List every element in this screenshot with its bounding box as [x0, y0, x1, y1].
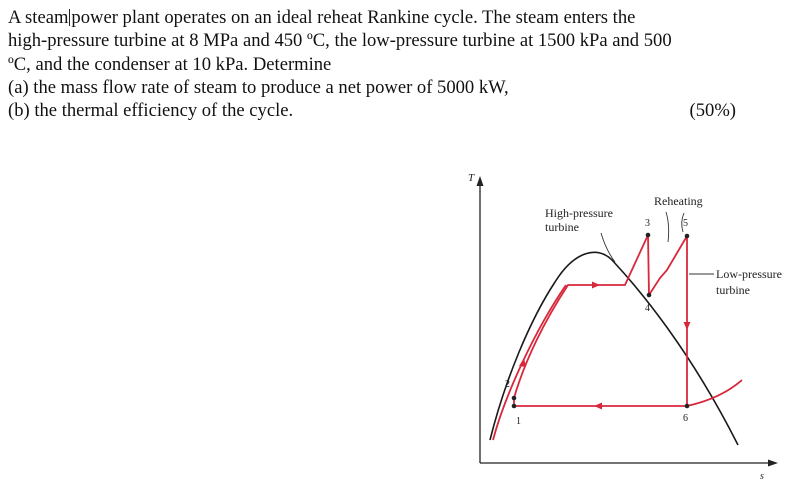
state-label-4: 4 — [645, 303, 650, 314]
problem-line-1a: A steam — [8, 7, 69, 28]
lp-turbine-label-1: Low-pressure — [716, 267, 782, 281]
state-point-4 — [647, 293, 652, 298]
points-value: (50%) — [689, 100, 736, 122]
lp-expansion-arrow-icon — [684, 322, 691, 330]
process-arrows — [519, 282, 691, 410]
axes — [480, 182, 772, 463]
problem-line-2: high-pressure turbine at 8 MPa and 450 ºC, the low-pressure turbine at 1500 kPa and 500 — [8, 30, 672, 52]
pump-arrow-icon — [519, 358, 526, 367]
boiler-arrow-icon — [592, 282, 600, 289]
reheat-process — [649, 236, 687, 295]
question-part-a: (a) the mass flow rate of steam to produce a net power of 5000 kW, — [8, 76, 509, 98]
state-label-6: 6 — [683, 413, 688, 424]
state-point-1 — [512, 404, 517, 409]
state-point-2 — [512, 396, 517, 401]
hp-turbine-label-2: turbine — [545, 220, 579, 234]
s-axis-label: s — [760, 471, 764, 482]
state-label-5: 5 — [683, 218, 688, 229]
reheating-label: Reheating — [654, 194, 703, 208]
state-point-6 — [685, 404, 690, 409]
reheating-leader-left — [666, 212, 669, 242]
hp-expansion-process — [648, 235, 649, 295]
state-label-3: 3 — [645, 218, 650, 229]
t-axis-arrow-icon — [477, 176, 484, 186]
state-point-3 — [646, 233, 651, 238]
hp-turbine-leader — [601, 233, 615, 262]
question-part-b-text: (b) the thermal efficiency of the cycle. — [8, 100, 294, 122]
hp-turbine-label-1: High-pressure — [545, 206, 613, 220]
condenser-arrow-icon — [594, 403, 602, 410]
state-point-5 — [685, 234, 690, 239]
state-label-1: 1 — [516, 416, 521, 427]
saturation-dome — [490, 252, 738, 445]
lp-turbine-label-2: turbine — [716, 283, 750, 297]
problem-line-1b: power plant operates on an ideal reheat Rankine cycle. The steam enters the — [71, 7, 636, 28]
boiler-process — [514, 235, 648, 398]
s-axis-arrow-icon — [768, 460, 778, 467]
problem-line-3: ºC, and the condenser at 10 kPa. Determine — [8, 53, 332, 75]
t-axis-label: T — [468, 172, 475, 184]
compressed-liquid-line — [493, 285, 566, 440]
state-label-2: 2 — [505, 379, 510, 390]
